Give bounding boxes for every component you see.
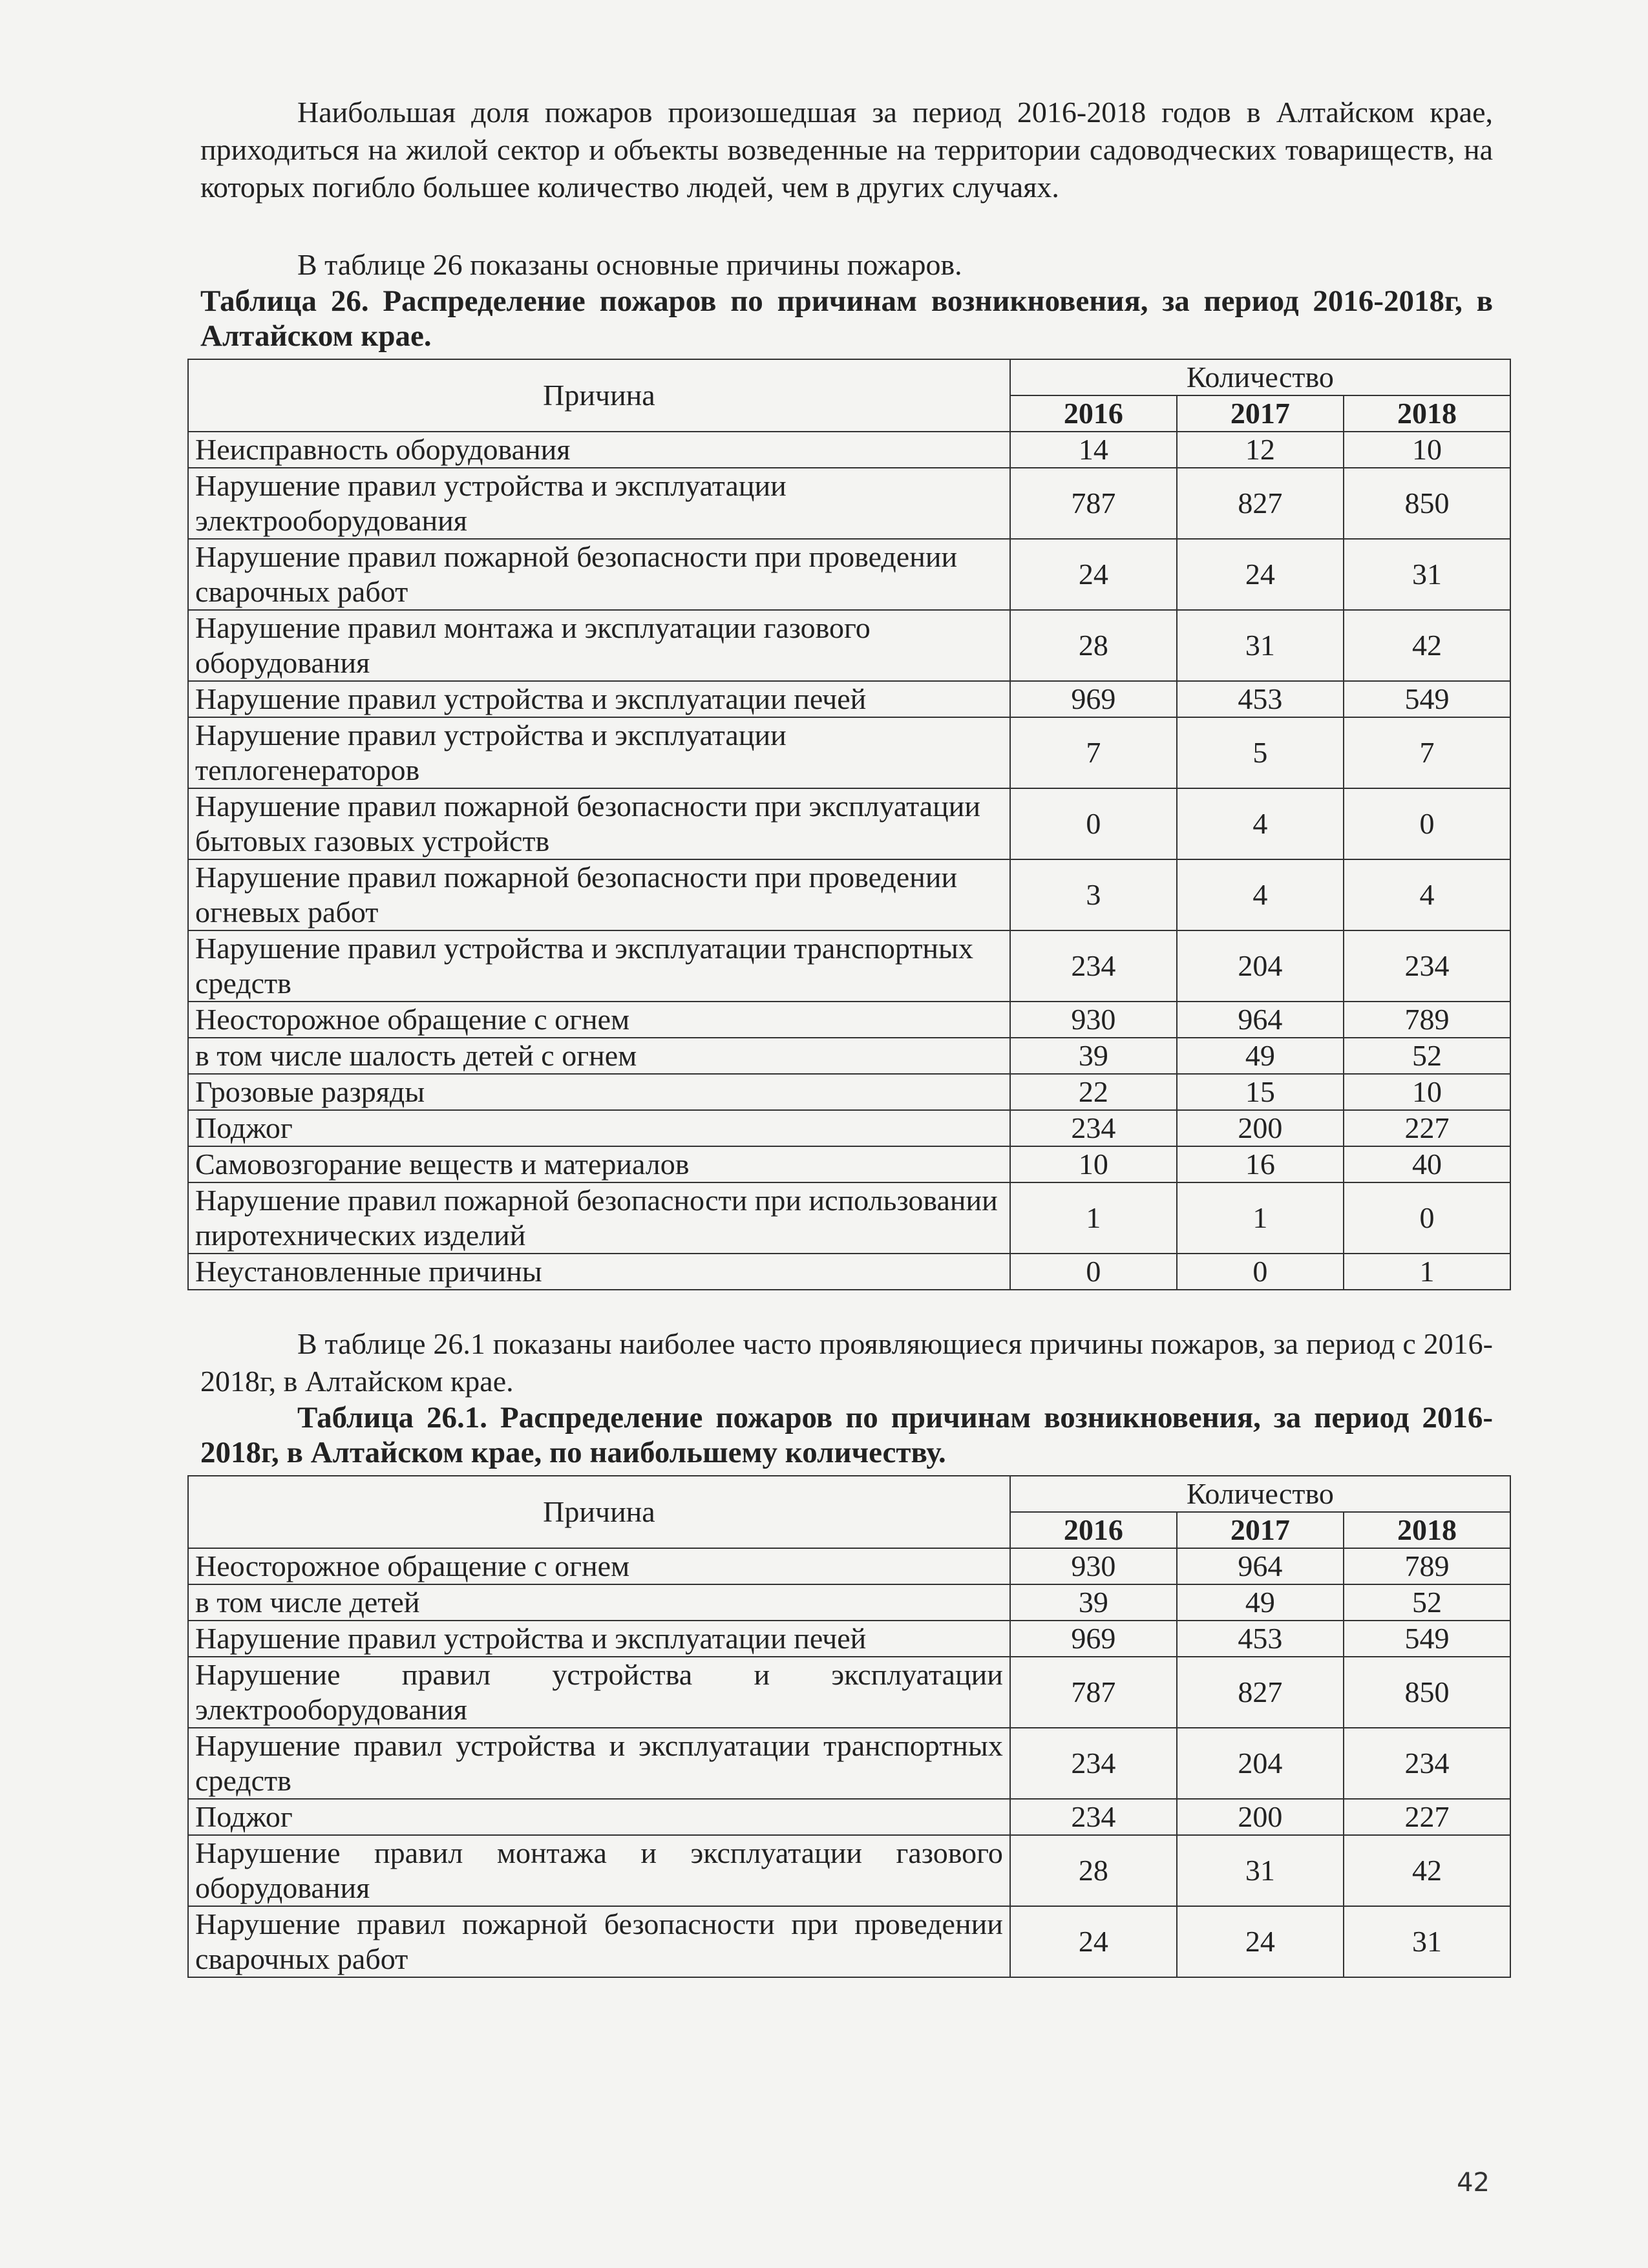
table-26-1 xyxy=(187,1475,1511,1978)
value-cell-2018: 42 xyxy=(1344,610,1510,681)
table-row xyxy=(188,610,1510,681)
value-cell-2016: 787 xyxy=(1010,468,1177,539)
table26-caption: Таблица 26. Распределение пожаров по причинам возникновения, за период 2016-2018г, в Алтайском крае. xyxy=(200,284,1493,353)
table-row xyxy=(188,1002,1510,1038)
value-cell-2017: 1 xyxy=(1177,1182,1344,1254)
table-row xyxy=(188,539,1510,610)
value-cell-2018: 31 xyxy=(1344,539,1510,610)
cause-cell: Поджог xyxy=(188,1110,1010,1146)
table-header-row xyxy=(188,1476,1510,1512)
value-cell-2016: 930 xyxy=(1010,1002,1177,1038)
table-row xyxy=(188,1584,1510,1621)
value-cell-2017: 827 xyxy=(1177,1657,1344,1728)
value-cell-2018: 10 xyxy=(1344,1074,1510,1110)
value-cell-2017: 453 xyxy=(1177,1621,1344,1657)
value-cell-2017: 200 xyxy=(1177,1110,1344,1146)
table26-1-caption: Таблица 26.1. Распределение пожаров по причинам возникновения, за период 2016-2018г, в Алтайском крае, по наибольшему количеству. xyxy=(200,1401,1493,1469)
cause-cell: Нарушение правил пожарной безопасности при эксплуатации бытовых газовых устройств xyxy=(188,788,1010,859)
table-row xyxy=(188,1799,1510,1835)
table-row xyxy=(188,468,1510,539)
value-cell-2018: 52 xyxy=(1344,1584,1510,1621)
table-row xyxy=(188,1254,1510,1290)
value-cell-2018: 227 xyxy=(1344,1110,1510,1146)
table-row xyxy=(188,859,1510,930)
table-row xyxy=(188,717,1510,788)
page-number: 42 xyxy=(1457,2168,1490,2198)
value-cell-2018: 234 xyxy=(1344,1728,1510,1799)
value-cell-2017: 12 xyxy=(1177,432,1344,468)
table-26-1-body xyxy=(188,1548,1510,1977)
table-row xyxy=(188,1657,1510,1728)
value-cell-2016: 39 xyxy=(1010,1038,1177,1074)
value-cell-2016: 0 xyxy=(1010,1254,1177,1290)
value-cell-2017: 5 xyxy=(1177,717,1344,788)
value-cell-2017: 964 xyxy=(1177,1548,1344,1584)
cause-cell: Нарушение правил пожарной безопасности при проведении сварочных работ xyxy=(188,539,1010,610)
cause-cell: Неосторожное обращение с огнем xyxy=(188,1002,1010,1038)
table-26 xyxy=(187,359,1511,1290)
value-cell-2016: 14 xyxy=(1010,432,1177,468)
table-row xyxy=(188,1728,1510,1799)
cause-cell: Нарушение правил пожарной безопасности при использовании пиротехнических изделий xyxy=(188,1182,1010,1254)
spacer xyxy=(200,206,1493,246)
value-cell-2018: 850 xyxy=(1344,468,1510,539)
value-cell-2016: 234 xyxy=(1010,930,1177,1002)
cause-cell: Нарушение правил устройства и эксплуатации печей xyxy=(188,1621,1010,1657)
value-cell-2016: 930 xyxy=(1010,1548,1177,1584)
table-row xyxy=(188,1146,1510,1182)
value-cell-2017: 204 xyxy=(1177,930,1344,1002)
value-cell-2016: 234 xyxy=(1010,1110,1177,1146)
header-quantity: Количество xyxy=(1010,1476,1510,1512)
value-cell-2018: 0 xyxy=(1344,788,1510,859)
value-cell-2016: 24 xyxy=(1010,1906,1177,1977)
value-cell-2016: 39 xyxy=(1010,1584,1177,1621)
value-cell-2018: 850 xyxy=(1344,1657,1510,1728)
header-year-2017: 2017 xyxy=(1177,395,1344,432)
header-year-2018: 2018 xyxy=(1344,1512,1510,1548)
value-cell-2017: 24 xyxy=(1177,1906,1344,1977)
cause-cell: Неустановленные причины xyxy=(188,1254,1010,1290)
cause-cell: Нарушение правил устройства и эксплуатации теплогенераторов xyxy=(188,717,1010,788)
value-cell-2016: 28 xyxy=(1010,1835,1177,1906)
value-cell-2016: 969 xyxy=(1010,681,1177,717)
cause-cell: Нарушение правил пожарной безопасности при проведении огневых работ xyxy=(188,859,1010,930)
value-cell-2017: 827 xyxy=(1177,468,1344,539)
value-cell-2017: 31 xyxy=(1177,610,1344,681)
header-year-2016: 2016 xyxy=(1010,395,1177,432)
value-cell-2018: 52 xyxy=(1344,1038,1510,1074)
value-cell-2017: 200 xyxy=(1177,1799,1344,1835)
cause-cell: Поджог xyxy=(188,1799,1010,1835)
cause-cell: Нарушение правил устройства и эксплуатации транспортных средств xyxy=(188,930,1010,1002)
table-row xyxy=(188,1548,1510,1584)
header-year-2018: 2018 xyxy=(1344,395,1510,432)
value-cell-2017: 453 xyxy=(1177,681,1344,717)
value-cell-2018: 789 xyxy=(1344,1548,1510,1584)
table-row xyxy=(188,1906,1510,1977)
cause-cell: Нарушение правил пожарной безопасности при проведении сварочных работ xyxy=(188,1906,1010,1977)
table-row xyxy=(188,1182,1510,1254)
value-cell-2016: 24 xyxy=(1010,539,1177,610)
value-cell-2017: 16 xyxy=(1177,1146,1344,1182)
cause-cell: Нарушение правил монтажа и эксплуатации газового оборудования xyxy=(188,1835,1010,1906)
value-cell-2016: 1 xyxy=(1010,1182,1177,1254)
cause-cell: в том числе детей xyxy=(188,1584,1010,1621)
value-cell-2018: 42 xyxy=(1344,1835,1510,1906)
value-cell-2018: 1 xyxy=(1344,1254,1510,1290)
cause-cell: Нарушение правил устройства и эксплуатации электрооборудования xyxy=(188,468,1010,539)
value-cell-2016: 3 xyxy=(1010,859,1177,930)
table-row xyxy=(188,1074,1510,1110)
value-cell-2016: 22 xyxy=(1010,1074,1177,1110)
value-cell-2017: 964 xyxy=(1177,1002,1344,1038)
table-row xyxy=(188,930,1510,1002)
value-cell-2016: 969 xyxy=(1010,1621,1177,1657)
page-content xyxy=(195,94,1493,1978)
cause-cell: Нарушение правил устройства и эксплуатации электрооборудования xyxy=(188,1657,1010,1728)
table-row xyxy=(188,1038,1510,1074)
intro-paragraph: Наибольшая доля пожаров произошедшая за период 2016-2018 годов в Алтайском крае, приходиться на жилой сектор и объекты возведенные на территории садоводческих товариществ, на которых погибло большее количество людей, чем в других случаях. xyxy=(200,96,1493,204)
table-row xyxy=(188,1110,1510,1146)
cause-cell: Неисправность оборудования xyxy=(188,432,1010,468)
value-cell-2018: 549 xyxy=(1344,681,1510,717)
header-year-2017: 2017 xyxy=(1177,1512,1344,1548)
value-cell-2018: 789 xyxy=(1344,1002,1510,1038)
cause-cell: Неосторожное обращение с огнем xyxy=(188,1548,1010,1584)
value-cell-2016: 28 xyxy=(1010,610,1177,681)
value-cell-2016: 7 xyxy=(1010,717,1177,788)
table26-1-lead: В таблице 26.1 показаны наиболее часто проявляющиеся причины пожаров, за период с 2016-2018г, в Алтайском крае. xyxy=(200,1327,1493,1398)
value-cell-2018: 227 xyxy=(1344,1799,1510,1835)
cause-cell: Нарушение правил устройства и эксплуатации печей xyxy=(188,681,1010,717)
value-cell-2017: 15 xyxy=(1177,1074,1344,1110)
table-26-body xyxy=(188,432,1510,1290)
value-cell-2016: 787 xyxy=(1010,1657,1177,1728)
value-cell-2018: 4 xyxy=(1344,859,1510,930)
value-cell-2017: 24 xyxy=(1177,539,1344,610)
value-cell-2018: 40 xyxy=(1344,1146,1510,1182)
value-cell-2018: 31 xyxy=(1344,1906,1510,1977)
spacer xyxy=(200,1290,1493,1325)
header-year-2016: 2016 xyxy=(1010,1512,1177,1548)
value-cell-2018: 0 xyxy=(1344,1182,1510,1254)
cause-cell: Грозовые разряды xyxy=(188,1074,1010,1110)
value-cell-2017: 49 xyxy=(1177,1584,1344,1621)
header-cause: Причина xyxy=(188,359,1010,432)
value-cell-2017: 31 xyxy=(1177,1835,1344,1906)
table26-lead: В таблице 26 показаны основные причины пожаров. xyxy=(297,248,962,281)
value-cell-2018: 234 xyxy=(1344,930,1510,1002)
cause-cell: Самовозгорание веществ и материалов xyxy=(188,1146,1010,1182)
cause-cell: Нарушение правил монтажа и эксплуатации газового оборудования xyxy=(188,610,1010,681)
cause-cell: Нарушение правил устройства и эксплуатации транспортных средств xyxy=(188,1728,1010,1799)
header-cause: Причина xyxy=(188,1476,1010,1548)
table-row xyxy=(188,1835,1510,1906)
value-cell-2016: 234 xyxy=(1010,1799,1177,1835)
value-cell-2017: 204 xyxy=(1177,1728,1344,1799)
table-row xyxy=(188,788,1510,859)
value-cell-2018: 7 xyxy=(1344,717,1510,788)
cause-cell: в том числе шалость детей с огнем xyxy=(188,1038,1010,1074)
table-row xyxy=(188,1621,1510,1657)
table-row xyxy=(188,681,1510,717)
value-cell-2017: 0 xyxy=(1177,1254,1344,1290)
value-cell-2016: 0 xyxy=(1010,788,1177,859)
value-cell-2016: 10 xyxy=(1010,1146,1177,1182)
value-cell-2017: 4 xyxy=(1177,788,1344,859)
table-header-row xyxy=(188,359,1510,395)
value-cell-2018: 10 xyxy=(1344,432,1510,468)
value-cell-2017: 49 xyxy=(1177,1038,1344,1074)
value-cell-2018: 549 xyxy=(1344,1621,1510,1657)
value-cell-2016: 234 xyxy=(1010,1728,1177,1799)
table-row xyxy=(188,432,1510,468)
value-cell-2017: 4 xyxy=(1177,859,1344,930)
header-quantity: Количество xyxy=(1010,359,1510,395)
